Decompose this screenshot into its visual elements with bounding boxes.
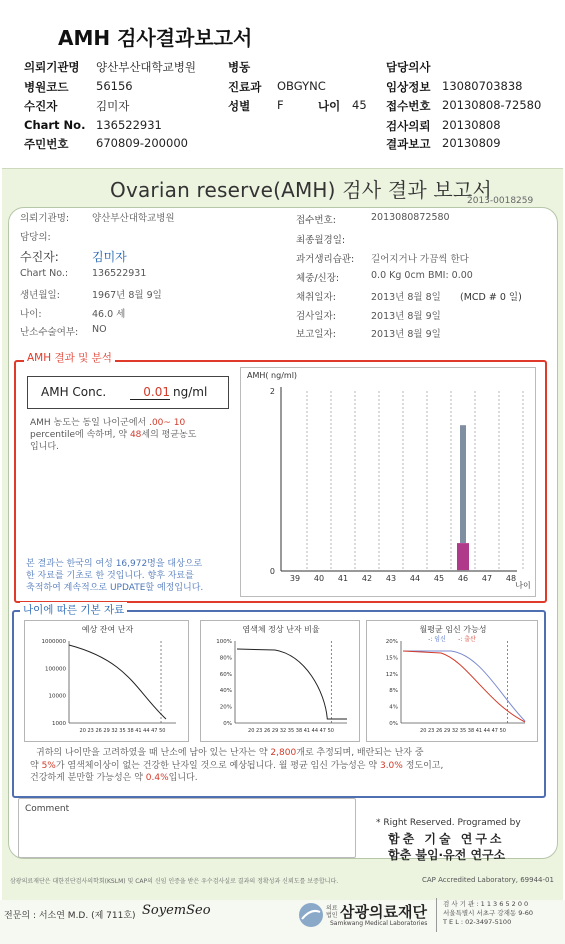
y-tick-label: 100000 (45, 666, 66, 673)
x-tick-label: 20 23 26 29 32 35 38 41 44 47 50 (420, 728, 506, 734)
header-key: 임상정보 (386, 80, 431, 94)
amh-conc-value: 0.01 (130, 385, 170, 400)
info-key: 나이: (20, 309, 42, 320)
reference-chart-svg (367, 621, 539, 743)
info-key: 최종월경일: (296, 235, 346, 246)
header-key: 담당의사 (386, 60, 431, 74)
curve-line (237, 649, 347, 719)
age-range-bar (460, 425, 466, 543)
cap-text: CAP Accredited Laboratory, 69944-01 (422, 876, 554, 884)
reference-section-label: 나이에 따른 기본 자료 (20, 602, 127, 617)
reference-chart (200, 620, 360, 742)
header-value: F (277, 98, 284, 112)
header-value: 13080703838 (442, 79, 523, 93)
info-value: NO (92, 324, 107, 335)
info-value: 1967년 8월 9일 (92, 290, 162, 301)
info-value: 2013080872580 (371, 212, 450, 223)
info-value: 136522931 (92, 268, 147, 279)
header-value: 136522931 (96, 118, 162, 132)
reference-chart-title: 염색체 정상 난자 비율 (242, 625, 320, 634)
header-value: 20130808-72580 (442, 98, 542, 112)
header-key: 성별 (228, 99, 251, 113)
samkwang-logo-icon (296, 900, 326, 930)
y-tick-label: 0% (389, 721, 398, 727)
header-value: 45 (352, 98, 367, 112)
x-tick-label: 40 (313, 574, 325, 583)
info-value: 2013년 8월 9일 (371, 311, 441, 322)
info-value: 양산부산대학교병원 (92, 213, 175, 224)
y-tick-label: 12% (385, 671, 398, 678)
info-value: 46.0 세 (92, 309, 126, 320)
header-key: 결과보고 (386, 137, 431, 151)
x-tick-label: 39 (289, 574, 301, 583)
info-value: 김미자 (92, 250, 127, 264)
chart-title: AMH( ng/ml) (247, 371, 298, 380)
reference-chart-svg (25, 621, 190, 743)
header-key: 검사의뢰 (386, 119, 431, 133)
header-value: OBGYNC (277, 79, 326, 93)
reference-chart-title: 예상 잔여 난자 (81, 625, 134, 634)
info-extra: (MCD # 0 일) (460, 292, 522, 303)
header-key: 주민번호 (24, 137, 69, 151)
amh-conc-label: AMH Conc. (41, 385, 107, 399)
header-value: 670809-200000 (96, 136, 188, 150)
brand-name: 삼광의료재단 (340, 903, 427, 921)
info-value: 0.0 Kg 0cm BMI: 0.00 (371, 270, 473, 281)
result-section-label: AMH 결과 및 분석 (24, 350, 115, 365)
info-key: 생년월일: (20, 290, 60, 301)
x-tick-label: 41 (337, 574, 349, 583)
info-key: 수진자: (20, 250, 59, 264)
reference-chart (366, 620, 538, 742)
header-value: 56156 (96, 79, 133, 93)
info-value: 길어지거나 가끔씩 한다 (371, 254, 469, 265)
rights-text: * Right Reserved. Programed by (376, 818, 521, 828)
curve-line (69, 645, 166, 719)
amh-description: AMH 농도는 동일 나이군에서 .00~ 10 percentile에 속하며, 약 48세의 평균농도 입니다. (30, 418, 197, 452)
y-tick-label: 20% (219, 704, 232, 711)
x-tick-label: 44 (409, 574, 421, 583)
info-key: 체중/신장: (296, 273, 340, 284)
data-note: 본 결과는 한국의 여성 16,972명을 대상으로 한 자료를 기초로 한 것입니다. 향후 자료를 축적하여 계속적으로 UPDATE할 예정입니다. (26, 559, 204, 593)
certification-text: 삼광의료재단은 대한진단검사의학회(KSLM) 및 CAP의 신임 인증을 받은 우수검사실로 결과의 정확성과 신뢰도를 보증합니다. (10, 878, 339, 885)
y-tick-label: 100% (216, 639, 232, 645)
info-key: Chart No.: (20, 268, 69, 279)
patient-range-bar (457, 543, 469, 570)
info-key: 의뢰기관명: (20, 213, 70, 224)
x-axis-label: 나이 (515, 581, 531, 590)
y-tick-label: 2 (269, 387, 275, 396)
y-tick-label: 8% (389, 688, 398, 695)
x-tick-label: 20 23 26 29 32 35 38 41 44 47 50 (248, 728, 334, 734)
comment-label: Comment (25, 804, 70, 814)
report-number: 2013-0018259 (467, 196, 534, 206)
header-key: 병원코드 (24, 80, 69, 94)
y-tick-label: 40% (219, 688, 232, 695)
info-value: 2013년 8월 9일 (371, 329, 441, 340)
y-tick-label: 4% (389, 704, 398, 711)
header-key: 진료과 (228, 80, 262, 94)
y-tick-label: 60% (219, 671, 232, 678)
x-tick-label: 45 (433, 574, 445, 583)
y-tick-label: 1000 (52, 721, 66, 727)
reference-chart-title: 월평균 임신 가능성 (419, 625, 487, 634)
x-tick-label: 47 (481, 574, 493, 583)
info-key: 담당의: (20, 232, 51, 243)
signature: SoyemSeo (142, 903, 211, 918)
birth-curve (403, 651, 525, 722)
info-key: 보고일자: (296, 329, 336, 340)
org-name-2: 함춘 불임·유전 연구소 (388, 848, 506, 862)
brand-name-en: Samkwang Medical Laboratories (330, 920, 428, 927)
y-tick-label: 20% (385, 639, 398, 645)
y-tick-label: 0 (269, 567, 275, 576)
x-tick-label: 43 (385, 574, 397, 583)
header-key: 접수번호 (386, 99, 431, 113)
info-key: 채취일자: (296, 292, 336, 303)
reference-chart-svg (201, 621, 361, 743)
x-tick-label: 46 (457, 574, 469, 583)
y-tick-label: 80% (219, 655, 232, 662)
specialist: 전문의 : 서소연 M.D. (제 711호) (4, 911, 136, 921)
legend-pregnancy: -: 임신 (428, 636, 446, 643)
header-value: 20130808 (442, 118, 501, 132)
reference-chart (24, 620, 189, 742)
org-name-1: 함춘 기술 연구소 (388, 832, 505, 846)
header-key: Chart No. (24, 118, 86, 132)
header-value: 20130809 (442, 136, 501, 150)
amh-chart (240, 367, 536, 597)
y-tick-label: 1000000 (41, 639, 66, 645)
legend-birth: -: 출산 (458, 636, 476, 643)
y-tick-label: 15% (385, 655, 398, 662)
header-value: 김미자 (96, 99, 130, 113)
comment-box (18, 798, 356, 858)
info-key: 난소수술여부: (20, 327, 79, 338)
x-tick-label: 20 23 26 29 32 35 38 41 44 47 50 (79, 728, 166, 734)
brand-small: 의료법인 (326, 905, 338, 919)
info-key: 과거생리습관: (296, 254, 355, 265)
header-value: 양산부산대학교병원 (96, 60, 196, 74)
contact-info: 검 사 기 관 : 1 1 3 6 5 2 0 0 서울특별시 서초구 강재동 9-60 T E L : 02-3497-5100 (443, 900, 534, 926)
header-key: 수진자 (24, 99, 58, 113)
x-tick-label: 42 (361, 574, 373, 583)
header-key: 나이 (318, 99, 341, 113)
amh-conc-box (27, 376, 229, 409)
header-key: 의뢰기관명 (24, 60, 80, 74)
page-title: AMH 검사결과보고서 (58, 26, 253, 50)
info-key: 접수번호: (296, 215, 336, 226)
info-value: 2013년 8월 8일 (371, 292, 441, 303)
report-title: Ovarian reserve(AMH) 검사 결과 보고서 (110, 178, 492, 202)
info-key: 검사일자: (296, 311, 336, 322)
x-tick-label: 48 (505, 574, 517, 583)
header-key: 병동 (228, 60, 251, 74)
amh-chart-svg (241, 368, 537, 598)
y-tick-label: 0% (223, 721, 232, 727)
reference-summary: 귀하의 나이만을 고려하였을 때 난소에 남아 있는 난자는 약 2,800개로 추정되며, 배란되는 난자 중 약 5%가 염색체이상이 없는 건강한 난자일 것으로 예상됩니다. 월 평균 임신 가능성은 약 3.0% 정도이고, 건강하게 분만할 가능성은 약 0.4%입니다. (30, 748, 444, 783)
y-tick-label: 10000 (48, 693, 66, 700)
amh-conc-unit: ng/ml (173, 385, 208, 399)
footer-divider (436, 898, 437, 932)
